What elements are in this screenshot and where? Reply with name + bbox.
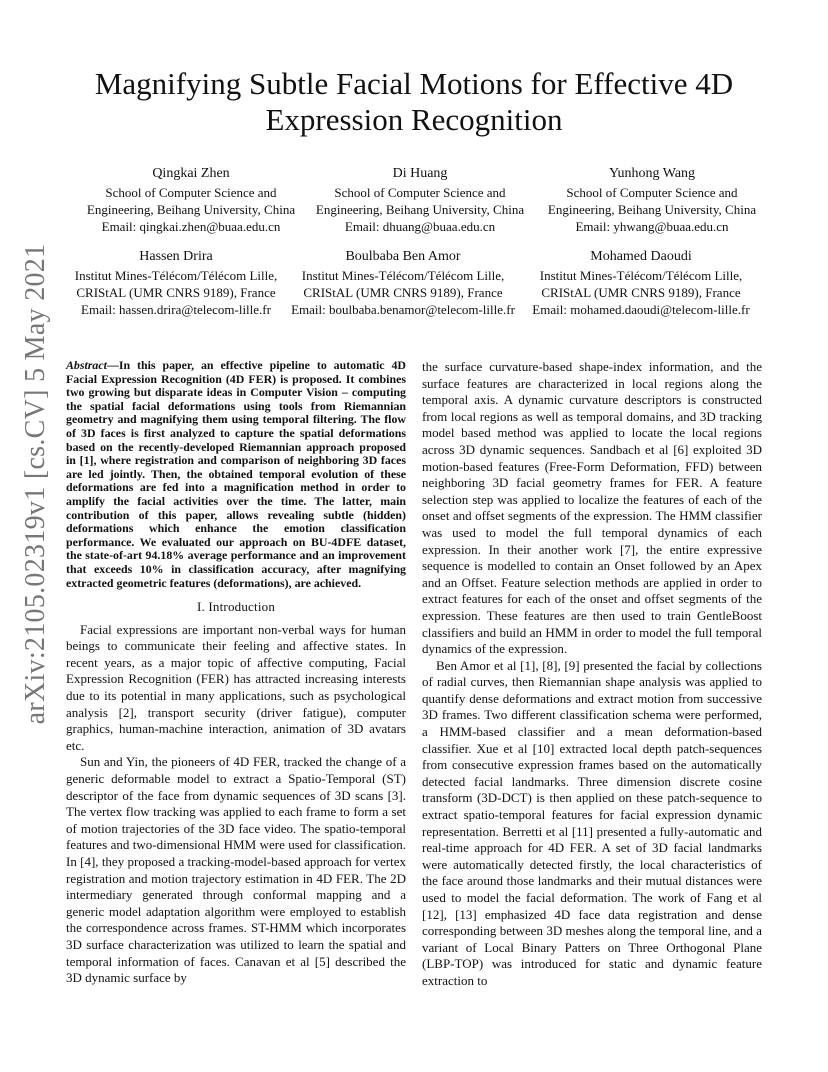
author-affiliation: School of Computer Science and — [566, 185, 738, 200]
author-name: Mohamed Daoudi — [590, 249, 692, 264]
author-name: Hassen Drira — [139, 249, 213, 264]
author-affiliation: Engineering, Beihang University, China — [86, 202, 296, 217]
author-block-2 — [306, 164, 534, 235]
author-block-4 — [66, 247, 286, 318]
author-affiliation: Engineering, Beihang University, China — [315, 202, 525, 217]
arxiv-identifier: arXiv:2105.02319v1 [cs.CV] 5 May 2021 — [20, 243, 51, 725]
intro-paragraph-3: the surface curvature-based shape-index information, and the surface features are characterized in local regions along the temporal axis. A dynamic curvature descriptors is constructed from local regions as well as temporal domains, and 3D tracking model based method was applied to locate the local regions across 3D dynamic sequences. Sandbach et al [6] exploited 3D motion-based features (Free-Form Deformation, FFD) between neighboring 3D facial geometry frames for FER. A feature selection step was applied to localize the features of each of the onset and offset segments of the expression. The HMM classifier was used to model the full temporal dynamics of each expression. In their another work [7], the entire expressive sequence is modelled to contain an Onset followed by an Apex and an Offset. Feature selection methods are applied in order to extract features for each of the onset and offset segments of the expression. These features are then used to train GentleBoost classifiers and build an HMM in order to model the full temporal dynamics of the expression. — [422, 359, 762, 657]
section-heading-introduction: I. Introduction — [196, 599, 276, 615]
author-email: Email: dhuang@buaa.edu.cn — [344, 219, 496, 234]
author-affiliation: Engineering, Beihang University, China — [547, 202, 757, 217]
author-name: Boulbaba Ben Amor — [345, 249, 461, 264]
author-email: Email: mohamed.daoudi@telecom-lille.fr — [532, 302, 750, 317]
author-block-5 — [288, 247, 518, 318]
abstract-label: Abstract — [66, 358, 107, 372]
author-email: Email: qingkai.zhen@buaa.edu.cn — [101, 219, 281, 234]
author-email: Email: yhwang@buaa.edu.cn — [575, 219, 729, 234]
author-block-6 — [526, 247, 756, 318]
abstract — [66, 359, 406, 590]
author-affiliation: CRIStAL (UMR CNRS 9189), France — [76, 285, 276, 300]
author-affiliation: School of Computer Science and — [105, 185, 277, 200]
author-name: Qingkai Zhen — [152, 166, 230, 181]
author-block-3 — [540, 164, 764, 235]
right-column — [422, 359, 762, 990]
author-affiliation: Institut Mines-Télécom/Télécom Lille, — [301, 268, 505, 283]
intro-paragraph-4: Ben Amor et al [1], [8], [9] presented the facial by collections of radial curves, then Riemannian shape analysis was applied to quantify dense deformations and extract motion from successive 3D frames. Two different classification schema were performed, a HMM-based classifier and a mean deformation-based classifier. Xue et al [10] extracted local depth patch-sequences from consecutive expression frames based on the automatically detected facial landmarks. Three dimension discrete cosine transform (3D-DCT) is then applied on these patch-sequence to extract spatio-temporal features for facial expression dynamic representation. Berretti et al [11] presented a fully-automatic and real-time approach for 4D FER. A set of 3D facial landmarks were automatically detected firstly, the local characteristics of the face around those landmarks and their mutual distances were used to model the facial deformation. The work of Fang et al [12], [13] emphasized 4D face data registration and dense corresponding between 3D meshes along the temporal line, and a variant of Local Binary Patters on Three Orthogonal Plane (LBP-TOP) was introduced for static and dynamic feature extraction to — [422, 657, 762, 988]
author-email: Email: boulbaba.benamor@telecom-lille.fr — [291, 302, 515, 317]
author-affiliation: CRIStAL (UMR CNRS 9189), France — [541, 285, 741, 300]
author-name: Di Huang — [392, 166, 448, 181]
abstract-text: —In this paper, an effective pipeline to automatic 4D Facial Expression Recognition (4D FER) is proposed. It combines two growing but disparate ideas in Computer Vision – computing the spatial facial deformations using tools from Riemannian geometry and magnifying them using temporal filtering. The flow of 3D faces is first analyzed to capture the spatial deformations based on the recently-developed Riemannian approach proposed in [1], where registration and comparison of neighboring 3D faces are led jointly. Then, the obtained temporal evolution of these deformations are fed into a magnification method in order to amplify the facial activities over the time. The latter, main contribution of this paper, allows revealing subtle (hidden) deformations which enhance the emotion classification performance. We evaluated our approach on BU-4DFE dataset, the state-of-art 94.18% average performance and an improvement that exceeds 10% in classification accuracy, after magnifying extracted geometric features (deformations), are achieved. — [66, 358, 406, 590]
author-email: Email: hassen.drira@telecom-lille.fr — [81, 302, 271, 317]
author-block-1 — [80, 164, 302, 235]
intro-paragraph-1: Facial expressions are important non-verbal ways for human beings to communicate their feeling and affective states. In recent years, as a major topic of affective computing, Facial Expression Recognition (FER) has attracted increasing interests due to its potential in many applications, such as psychological analysis [2], transport security (driver fatigue), computer graphics, human-machine interaction, animation of 3D avatars etc. — [66, 621, 406, 753]
left-column — [66, 359, 406, 987]
author-name: Yunhong Wang — [608, 166, 696, 181]
author-affiliation: School of Computer Science and — [334, 185, 506, 200]
author-affiliation: Institut Mines-Télécom/Télécom Lille, — [74, 268, 278, 283]
author-affiliation: Institut Mines-Télécom/Télécom Lille, — [539, 268, 743, 283]
paper-title: Magnifying Subtle Facial Motions for Effective 4D Expression Recognition — [94, 66, 734, 137]
author-affiliation: CRIStAL (UMR CNRS 9189), France — [303, 285, 503, 300]
intro-paragraph-2: Sun and Yin, the pioneers of 4D FER, tracked the change of a generic deformable model to extract a Spatio-Temporal (ST) descriptor of the face from dynamic sequences of 3D scans [3]. The vertex flow tracking was applied to each frame to form a set of motion trajectories of the 3D face video. The spatio-temporal features and two-dimensional HMM were used for classification. In [4], they proposed a tracking-model-based approach for vertex registration and motion trajectory estimation in 4D FER. The 2D intermediary generated through conformal mapping and a generic model adaptation algorithm were employed to establish the correspondence across frames. ST-HMM which incorporates 3D surface characterization was utilized to learn the spatial and temporal information of faces. Canavan et al [5] described the 3D dynamic surface by — [66, 754, 406, 986]
